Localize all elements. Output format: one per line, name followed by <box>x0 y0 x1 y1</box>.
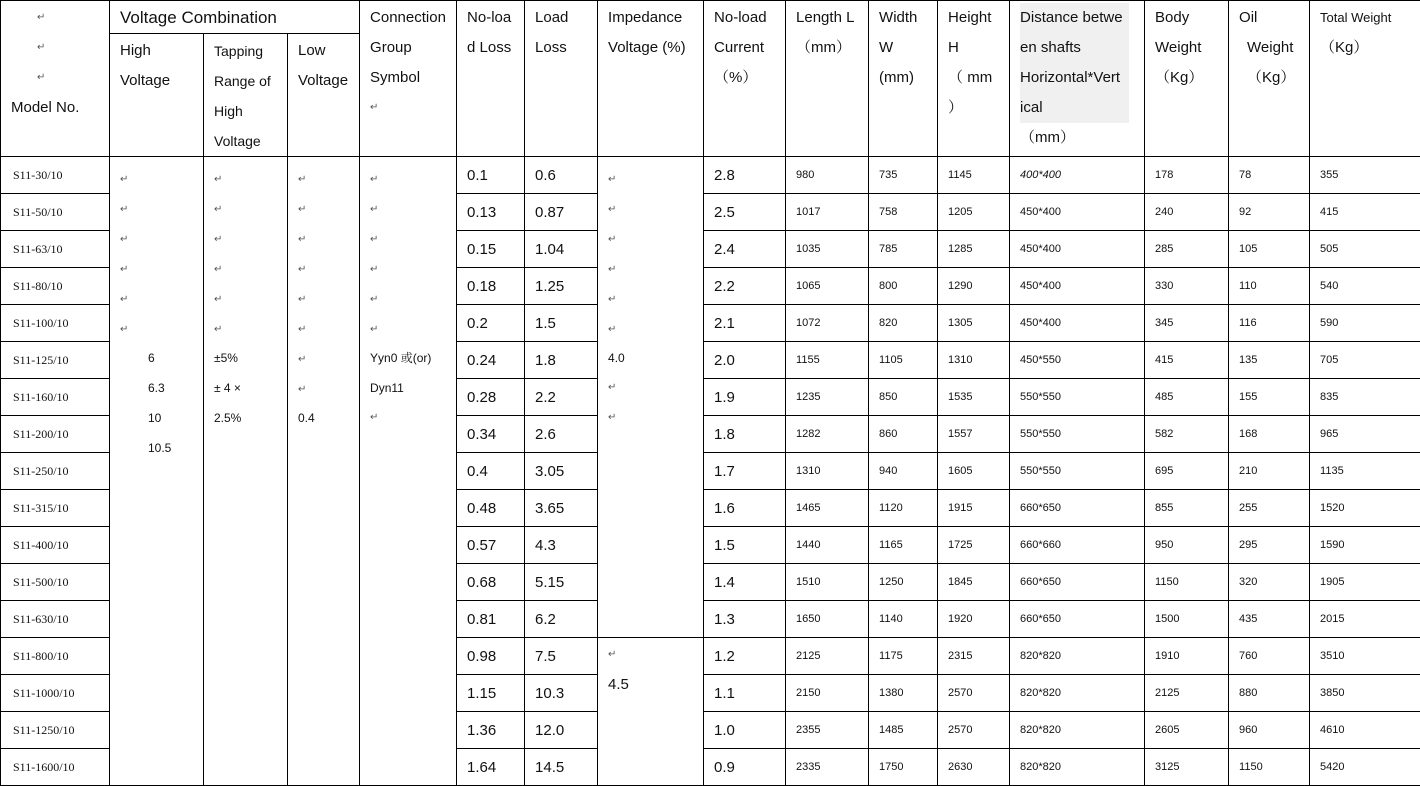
cell-height: 1535 <box>938 379 1010 416</box>
cell-no-load-current: 2.2 <box>704 268 786 305</box>
paragraph-mark: ↵ <box>608 294 617 305</box>
cell-width: 785 <box>869 231 938 268</box>
paragraph-marks <box>608 165 616 345</box>
cell-width: 1175 <box>869 638 938 675</box>
cell-body-weight: 1150 <box>1145 564 1229 601</box>
cell-oil-weight: 110 <box>1229 268 1310 305</box>
cell-oil-weight: 168 <box>1229 416 1310 453</box>
cell-length: 1650 <box>786 601 869 638</box>
cell-height: 1290 <box>938 268 1010 305</box>
cell-model-no: S11-1000/10 <box>1 675 110 712</box>
tapping-values <box>214 343 241 433</box>
paragraph-mark: ↵ <box>370 174 379 185</box>
cell-total-weight: 505 <box>1310 231 1420 268</box>
cell-height: 1845 <box>938 564 1010 601</box>
cell-width: 1750 <box>869 749 938 786</box>
paragraph-mark: ↵ <box>214 174 223 185</box>
cell-no-load-loss: 1.64 <box>457 749 525 786</box>
cell-no-load-current: 1.5 <box>704 527 786 564</box>
connection-values-line: Yyn0 或(or) <box>370 351 432 365</box>
cell-no-load-current: 2.4 <box>704 231 786 268</box>
cell-oil-weight: 78 <box>1229 157 1310 194</box>
impedance-value-a <box>608 343 625 373</box>
cell-height: 1285 <box>938 231 1010 268</box>
cell-no-load-current: 1.1 <box>704 675 786 712</box>
cell-oil-weight: 880 <box>1229 675 1310 712</box>
cell-load-loss: 4.3 <box>525 527 598 564</box>
cell-model-no: S11-160/10 <box>1 379 110 416</box>
cell-no-load-current: 1.6 <box>704 490 786 527</box>
cell-body-weight: 1910 <box>1145 638 1229 675</box>
cell-total-weight: 3510 <box>1310 638 1420 675</box>
cell-no-load-loss: 0.1 <box>457 157 525 194</box>
cell-body-weight: 178 <box>1145 157 1229 194</box>
paragraph-mark: ↵ <box>120 234 129 245</box>
header-width: Width W (mm) <box>869 1 938 157</box>
cell-load-loss: 1.8 <box>525 342 598 379</box>
cell-oil-weight: 435 <box>1229 601 1310 638</box>
cell-no-load-current: 2.0 <box>704 342 786 379</box>
cell-load-loss: 2.6 <box>525 416 598 453</box>
cell-model-no: S11-63/10 <box>1 231 110 268</box>
cell-height: 1305 <box>938 305 1010 342</box>
paragraph-mark: ↵ <box>214 294 223 305</box>
cell-oil-weight: 760 <box>1229 638 1310 675</box>
cell-length: 2125 <box>786 638 869 675</box>
paragraph-mark: ↵ <box>370 294 379 305</box>
cell-no-load-loss: 0.2 <box>457 305 525 342</box>
paragraph-marks <box>370 165 378 345</box>
cell-width: 1105 <box>869 342 938 379</box>
cell-no-load-loss: 0.4 <box>457 453 525 490</box>
header-no-load-current: No-load Current （%） <box>704 1 786 157</box>
cell-model-no: S11-1600/10 <box>1 749 110 786</box>
cell-no-load-loss: 0.48 <box>457 490 525 527</box>
cell-load-loss: 1.04 <box>525 231 598 268</box>
cell-low-voltage <box>288 157 360 786</box>
cell-model-no: S11-250/10 <box>1 453 110 490</box>
cell-model-no: S11-315/10 <box>1 490 110 527</box>
cell-total-weight: 1520 <box>1310 490 1420 527</box>
header-no-load-loss: No-loa d Loss <box>457 1 525 157</box>
cell-oil-weight: 255 <box>1229 490 1310 527</box>
cell-distance: 660*650 <box>1010 490 1145 527</box>
connection-values-line: Dyn11 <box>370 381 404 395</box>
cell-total-weight: 2015 <box>1310 601 1420 638</box>
paragraph-mark: ↵ <box>298 234 307 245</box>
cell-length: 2355 <box>786 712 869 749</box>
high-voltage-values-line: 6 <box>148 351 155 365</box>
paragraph-marks <box>120 165 128 345</box>
cell-no-load-current: 1.7 <box>704 453 786 490</box>
cell-total-weight: 1135 <box>1310 453 1420 490</box>
cell-load-loss: 12.0 <box>525 712 598 749</box>
paragraph-marks <box>608 640 616 670</box>
paragraph-mark: ↵ <box>608 174 617 185</box>
cell-oil-weight: 135 <box>1229 342 1310 379</box>
cell-distance: 820*820 <box>1010 638 1145 675</box>
high-voltage-values-line: 6.3 <box>148 381 165 395</box>
header-total-weight: Total Weight （Kg） <box>1310 1 1420 157</box>
cell-distance: 660*650 <box>1010 601 1145 638</box>
cell-no-load-loss: 0.81 <box>457 601 525 638</box>
tapping-values-line: ± 4 × <box>214 381 241 395</box>
cell-body-weight: 695 <box>1145 453 1229 490</box>
cell-distance: 820*820 <box>1010 712 1145 749</box>
cell-height: 1310 <box>938 342 1010 379</box>
cell-no-load-current: 2.8 <box>704 157 786 194</box>
cell-distance: 450*550 <box>1010 342 1145 379</box>
cell-length: 1065 <box>786 268 869 305</box>
header-low-voltage: Low Voltage <box>288 34 360 157</box>
cell-load-loss: 5.15 <box>525 564 598 601</box>
cell-tapping-range <box>204 157 288 786</box>
cell-no-load-loss: 0.13 <box>457 194 525 231</box>
cell-total-weight: 540 <box>1310 268 1420 305</box>
cell-load-loss: 0.87 <box>525 194 598 231</box>
paragraph-mark: ↵ <box>214 234 223 245</box>
cell-length: 2150 <box>786 675 869 712</box>
cell-height: 1605 <box>938 453 1010 490</box>
cell-load-loss: 3.65 <box>525 490 598 527</box>
cell-distance: 550*550 <box>1010 379 1145 416</box>
paragraph-mark: ↵ <box>120 264 129 275</box>
cell-no-load-loss: 0.18 <box>457 268 525 305</box>
cell-load-loss: 14.5 <box>525 749 598 786</box>
cell-no-load-loss: 0.57 <box>457 527 525 564</box>
cell-no-load-current: 1.2 <box>704 638 786 675</box>
paragraph-mark: ↵ <box>298 174 307 185</box>
cell-width: 1250 <box>869 564 938 601</box>
cell-body-weight: 240 <box>1145 194 1229 231</box>
cell-load-loss: 2.2 <box>525 379 598 416</box>
header-length: Length L （mm） <box>786 1 869 157</box>
cell-model-no: S11-200/10 <box>1 416 110 453</box>
paragraph-marks <box>214 165 222 345</box>
cell-distance: 400*400 <box>1010 157 1145 194</box>
cell-total-weight: 835 <box>1310 379 1420 416</box>
cell-width: 1165 <box>869 527 938 564</box>
cell-load-loss: 10.3 <box>525 675 598 712</box>
cell-distance: 550*550 <box>1010 416 1145 453</box>
cell-length: 1510 <box>786 564 869 601</box>
cell-distance: 450*400 <box>1010 305 1145 342</box>
cell-body-weight: 855 <box>1145 490 1229 527</box>
cell-load-loss: 7.5 <box>525 638 598 675</box>
cell-no-load-loss: 0.28 <box>457 379 525 416</box>
paragraph-mark: ↵ <box>214 204 223 215</box>
tapping-values-line: 2.5% <box>214 411 242 425</box>
cell-oil-weight: 960 <box>1229 712 1310 749</box>
connection-values <box>370 343 431 403</box>
low-voltage-value <box>298 403 315 433</box>
cell-length: 1465 <box>786 490 869 527</box>
cell-distance: 450*400 <box>1010 268 1145 305</box>
cell-width: 800 <box>869 268 938 305</box>
cell-distance: 660*650 <box>1010 564 1145 601</box>
cell-body-weight: 2125 <box>1145 675 1229 712</box>
cell-distance: 450*400 <box>1010 231 1145 268</box>
cell-length: 1017 <box>786 194 869 231</box>
cell-body-weight: 2605 <box>1145 712 1229 749</box>
header-height: Height H （ mm ） <box>938 1 1010 157</box>
high-voltage-values-line: 10.5 <box>148 441 172 455</box>
cell-model-no: S11-1250/10 <box>1 712 110 749</box>
cell-width: 940 <box>869 453 938 490</box>
cell-width: 735 <box>869 157 938 194</box>
cell-length: 1035 <box>786 231 869 268</box>
cell-no-load-loss: 1.36 <box>457 712 525 749</box>
cell-oil-weight: 1150 <box>1229 749 1310 786</box>
cell-model-no: S11-80/10 <box>1 268 110 305</box>
cell-length: 2335 <box>786 749 869 786</box>
cell-width: 860 <box>869 416 938 453</box>
cell-impedance-voltage-b <box>598 638 704 786</box>
paragraph-marks <box>370 403 378 433</box>
paragraph-mark: ↵ <box>608 382 617 393</box>
cell-total-weight: 1905 <box>1310 564 1420 601</box>
cell-width: 1380 <box>869 675 938 712</box>
cell-height: 2630 <box>938 749 1010 786</box>
paragraph-mark: ↵ <box>120 174 129 185</box>
paragraph-mark: ↵ <box>370 324 379 335</box>
cell-no-load-loss: 1.15 <box>457 675 525 712</box>
tapping-values-line: ±5% <box>214 351 238 365</box>
paragraph-mark: ↵ <box>298 354 307 365</box>
header-impedance-voltage: Impedance Voltage (%) <box>598 1 704 157</box>
paragraph-mark: ↵ <box>214 264 223 275</box>
cell-no-load-current: 2.1 <box>704 305 786 342</box>
cell-total-weight: 705 <box>1310 342 1420 379</box>
table-row <box>1 157 1420 194</box>
header-load-loss: Load Loss <box>525 1 598 157</box>
cell-total-weight: 415 <box>1310 194 1420 231</box>
cell-length: 1072 <box>786 305 869 342</box>
cell-width: 850 <box>869 379 938 416</box>
cell-no-load-loss: 0.34 <box>457 416 525 453</box>
cell-impedance-voltage-a <box>598 157 704 638</box>
paragraph-mark: ↵ <box>370 264 379 275</box>
cell-width: 1120 <box>869 490 938 527</box>
paragraph-mark: ↵ <box>608 324 617 335</box>
header-body-weight: Body Weight （Kg） <box>1145 1 1229 157</box>
paragraph-mark: ↵ <box>608 264 617 275</box>
paragraph-mark: ↵ <box>298 204 307 215</box>
paragraph-mark: ↵ <box>120 324 129 335</box>
cell-width: 1140 <box>869 601 938 638</box>
cell-length: 1155 <box>786 342 869 379</box>
cell-no-load-current: 1.4 <box>704 564 786 601</box>
cell-no-load-current: 0.9 <box>704 749 786 786</box>
cell-connection-group <box>360 157 457 786</box>
paragraph-mark: ↵ <box>214 324 223 335</box>
cell-length: 1282 <box>786 416 869 453</box>
paragraph-mark: ↵ <box>298 324 307 335</box>
cell-height: 2570 <box>938 675 1010 712</box>
cell-oil-weight: 320 <box>1229 564 1310 601</box>
paragraph-marks <box>298 165 306 405</box>
cell-oil-weight: 116 <box>1229 305 1310 342</box>
cell-length: 1310 <box>786 453 869 490</box>
impedance-value-b <box>608 670 629 700</box>
cell-distance: 550*550 <box>1010 453 1145 490</box>
cell-total-weight: 355 <box>1310 157 1420 194</box>
cell-load-loss: 6.2 <box>525 601 598 638</box>
cell-body-weight: 485 <box>1145 379 1229 416</box>
cell-length: 1440 <box>786 527 869 564</box>
paragraph-mark: ↵ <box>608 412 617 423</box>
cell-total-weight: 590 <box>1310 305 1420 342</box>
cell-height: 1145 <box>938 157 1010 194</box>
cell-oil-weight: 155 <box>1229 379 1310 416</box>
cell-width: 1485 <box>869 712 938 749</box>
cell-oil-weight: 92 <box>1229 194 1310 231</box>
cell-oil-weight: 105 <box>1229 231 1310 268</box>
cell-model-no: S11-50/10 <box>1 194 110 231</box>
cell-body-weight: 345 <box>1145 305 1229 342</box>
header-distance-between-shafts: Distance betwe en shafts Horizontal*Vert ical （mm） <box>1010 1 1145 157</box>
cell-width: 820 <box>869 305 938 342</box>
cell-no-load-loss: 0.68 <box>457 564 525 601</box>
paragraph-marks <box>608 373 616 433</box>
cell-load-loss: 1.25 <box>525 268 598 305</box>
paragraph-mark: ↵ <box>298 294 307 305</box>
cell-body-weight: 3125 <box>1145 749 1229 786</box>
cell-height: 1920 <box>938 601 1010 638</box>
paragraph-mark: ↵ <box>608 649 617 660</box>
cell-height: 1725 <box>938 527 1010 564</box>
paragraph-mark: ↵ <box>298 384 307 395</box>
paragraph-mark: ↵ <box>120 294 129 305</box>
cell-no-load-loss: 0.98 <box>457 638 525 675</box>
header-model-no: ↵ ↵ ↵ Model No. <box>1 1 110 157</box>
cell-no-load-current: 1.8 <box>704 416 786 453</box>
cell-no-load-current: 1.9 <box>704 379 786 416</box>
cell-total-weight: 3850 <box>1310 675 1420 712</box>
high-voltage-values-line: 10 <box>148 411 162 425</box>
paragraph-mark: ↵ <box>298 264 307 275</box>
paragraph-mark: ↵ <box>370 204 379 215</box>
cell-distance: 660*660 <box>1010 527 1145 564</box>
cell-height: 1205 <box>938 194 1010 231</box>
cell-total-weight: 1590 <box>1310 527 1420 564</box>
cell-model-no: S11-100/10 <box>1 305 110 342</box>
cell-total-weight: 965 <box>1310 416 1420 453</box>
cell-no-load-loss: 0.15 <box>457 231 525 268</box>
cell-width: 758 <box>869 194 938 231</box>
cell-no-load-current: 1.0 <box>704 712 786 749</box>
cell-no-load-loss: 0.24 <box>457 342 525 379</box>
cell-total-weight: 5420 <box>1310 749 1420 786</box>
cell-load-loss: 0.6 <box>525 157 598 194</box>
impedance-value-b-line: 4.5 <box>608 676 629 693</box>
cell-oil-weight: 295 <box>1229 527 1310 564</box>
cell-oil-weight: 210 <box>1229 453 1310 490</box>
cell-load-loss: 3.05 <box>525 453 598 490</box>
cell-height: 2315 <box>938 638 1010 675</box>
cell-length: 1235 <box>786 379 869 416</box>
cell-body-weight: 330 <box>1145 268 1229 305</box>
cell-model-no: S11-30/10 <box>1 157 110 194</box>
cell-load-loss: 1.5 <box>525 305 598 342</box>
paragraph-mark: ↵ <box>370 234 379 245</box>
cell-body-weight: 582 <box>1145 416 1229 453</box>
cell-length: 980 <box>786 157 869 194</box>
cell-distance: 820*820 <box>1010 749 1145 786</box>
cell-body-weight: 415 <box>1145 342 1229 379</box>
cell-height: 2570 <box>938 712 1010 749</box>
cell-height: 1557 <box>938 416 1010 453</box>
cell-body-weight: 285 <box>1145 231 1229 268</box>
header-voltage-combination: Voltage Combination <box>110 1 360 34</box>
cell-model-no: S11-125/10 <box>1 342 110 379</box>
header-tapping-range: Tapping Range of High Voltage <box>204 34 288 157</box>
cell-high-voltage <box>110 157 204 786</box>
cell-height: 1915 <box>938 490 1010 527</box>
cell-model-no: S11-800/10 <box>1 638 110 675</box>
impedance-value-a-line: 4.0 <box>608 351 625 365</box>
paragraph-mark: ↵ <box>370 412 379 423</box>
paragraph-mark: ↵ <box>608 234 617 245</box>
low-voltage-value-line: 0.4 <box>298 411 315 425</box>
cell-body-weight: 950 <box>1145 527 1229 564</box>
table-body <box>1 1 1420 786</box>
cell-model-no: S11-500/10 <box>1 564 110 601</box>
header-high-voltage: High Voltage <box>110 34 204 157</box>
cell-body-weight: 1500 <box>1145 601 1229 638</box>
cell-model-no: S11-630/10 <box>1 601 110 638</box>
header-oil-weight: Oil Weight （Kg） <box>1229 1 1310 157</box>
paragraph-mark: ↵ <box>608 204 617 215</box>
cell-distance: 450*400 <box>1010 194 1145 231</box>
cell-no-load-current: 1.3 <box>704 601 786 638</box>
cell-no-load-current: 2.5 <box>704 194 786 231</box>
paragraph-mark: ↵ <box>120 204 129 215</box>
high-voltage-values <box>148 343 171 463</box>
cell-distance: 820*820 <box>1010 675 1145 712</box>
header-connection-group: Connection Group Symbol ↵ <box>360 1 457 157</box>
cell-model-no: S11-400/10 <box>1 527 110 564</box>
cell-total-weight: 4610 <box>1310 712 1420 749</box>
